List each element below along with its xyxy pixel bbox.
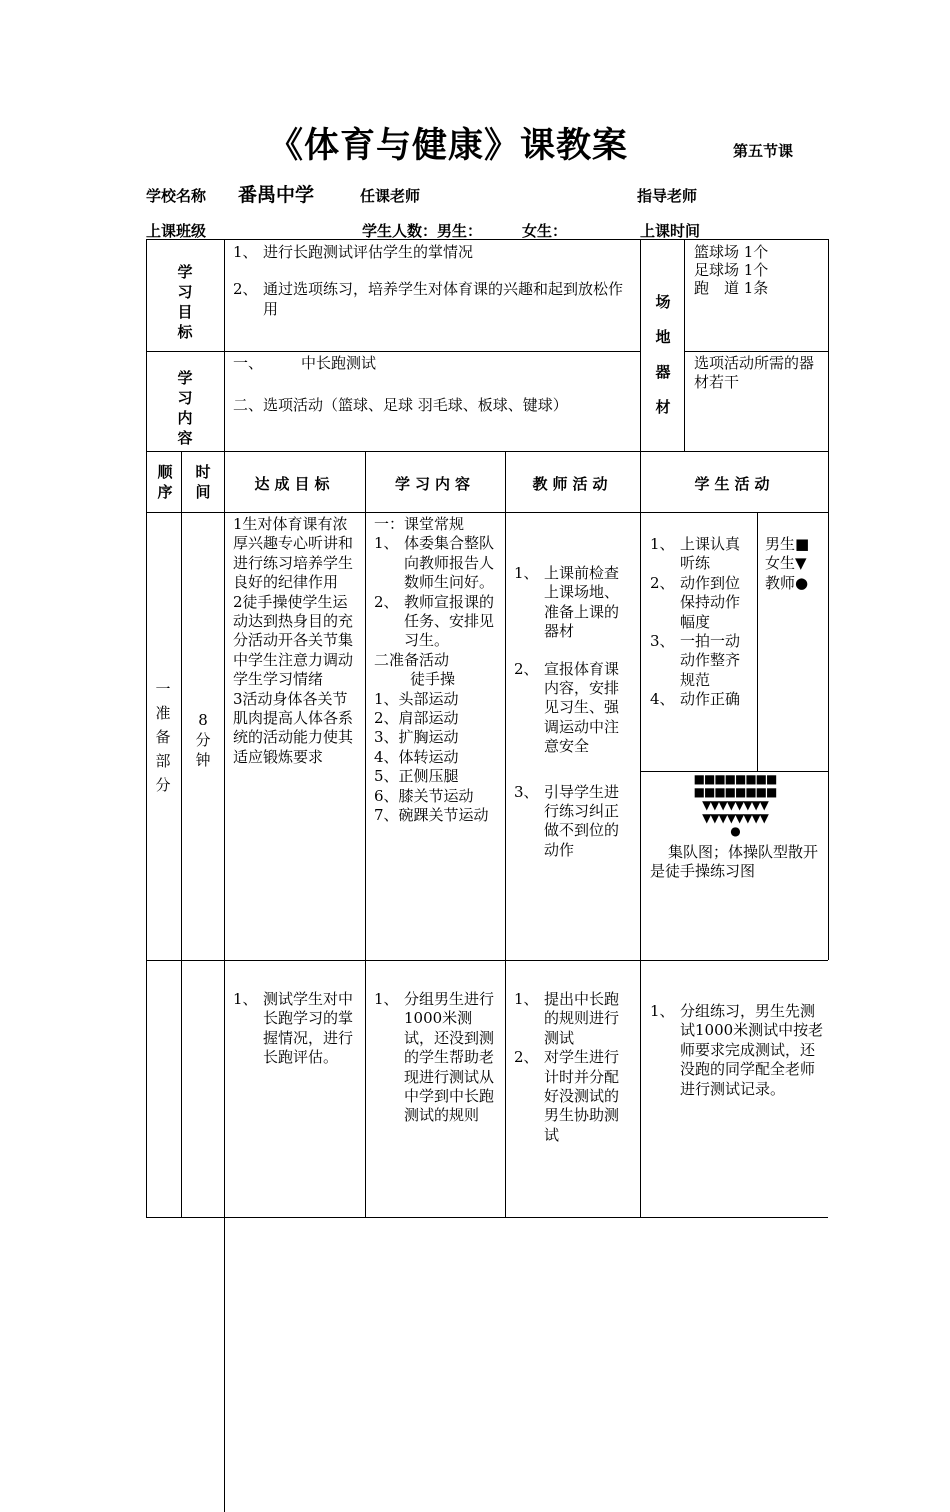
list-item: 2、 对学生进行计时并分配好没测试的男生协助测试 xyxy=(514,1048,620,1144)
header-content: 学习内容 xyxy=(394,475,475,493)
main-student xyxy=(650,1002,824,1099)
mentor-label: 指导老师 xyxy=(637,187,698,205)
list-item: 1生对体育课有浓厚兴趣专心听讲和进行练习培养学生良好的纪律作用 xyxy=(233,515,354,592)
formation-row: ● xyxy=(730,824,740,838)
list-item: 2、 教师宣报课的任务、安排见习生。 xyxy=(374,592,495,650)
main-content xyxy=(374,990,498,1126)
list-item: 6、膝关节运动 xyxy=(374,786,474,805)
legend xyxy=(765,535,827,593)
header-teacher: 教师活动 xyxy=(532,475,613,493)
list-item: 一、 中长跑测试 xyxy=(233,354,377,372)
formation-row: ■■■■■■■■ xyxy=(693,772,777,786)
list-item: 1、 上课前检查上课场地、准备上课的器材 xyxy=(514,564,620,641)
legend-girls: 女生▼ xyxy=(765,554,807,573)
formation-row: ▼▼▼▼▼▼▼▼ xyxy=(702,811,768,825)
list-item: 足球场 1个 xyxy=(694,261,769,279)
students-label: 学生人数：男生： xyxy=(362,222,483,240)
list-item: 2、 通过选项练习，培养学生对体育课的兴趣和起到放松作用 xyxy=(233,280,624,318)
header-student: 学生活动 xyxy=(694,475,775,493)
prep-time: 8分钟 xyxy=(195,711,211,769)
venue-list xyxy=(694,243,824,297)
list-item: 2、 动作到位保持动作幅度 xyxy=(650,573,741,631)
school-name: 番禺中学 xyxy=(238,184,315,206)
list-item: 4、 动作正确 xyxy=(650,690,741,709)
list-item: 5、正侧压腿 xyxy=(374,767,459,786)
list-item: 1、 测试学生对中长跑学习的掌握情况，进行长跑评估。 xyxy=(233,990,354,1067)
list-item: 4、体转运动 xyxy=(374,747,459,766)
list-item: 3、 一拍一动动作整齐规范 xyxy=(650,632,741,689)
list-item: 1、 体委集合整队向教师报告人数师生问好。 xyxy=(374,534,495,592)
list-item: 3、扩胸运动 xyxy=(374,728,459,747)
header-goal: 达成目标 xyxy=(254,475,335,493)
list-item: 跑 道 1条 xyxy=(694,279,769,297)
list-item: 3活动身体各关节肌肉提高人体各系统的活动能力使其适应锻炼要求 xyxy=(233,689,354,766)
legend-teacher: 教师● xyxy=(765,573,809,592)
list-item: 1、 上课认真听练 xyxy=(650,535,741,573)
list-item: 1、 进行长跑测试评估学生的掌情况 xyxy=(233,243,474,261)
list-item: 1、 分组男生进行1000米测试，还没到测的学生帮助老现进行测试从中学到中长跑测试的规则 xyxy=(374,990,495,1125)
prep-student xyxy=(650,535,753,710)
list-item: 2、 宣报体育课内容，安排见习生、强调运动中注意安全 xyxy=(514,659,620,756)
lesson-number: 第五节课 xyxy=(733,142,794,160)
main-teacher xyxy=(514,990,632,1145)
prep-goals xyxy=(233,515,359,767)
legend-boys: 男生■ xyxy=(765,535,810,553)
header-time: 时间 xyxy=(195,463,211,501)
prep-teacher xyxy=(514,564,632,860)
main-goals xyxy=(233,990,358,1068)
content-heading: 一：课堂常规 xyxy=(374,515,465,533)
content-list xyxy=(233,354,633,416)
school-label: 学校名称 xyxy=(146,187,207,205)
list-item: 7、碗踝关节运动 xyxy=(374,806,489,825)
formation-row: ▼▼▼▼▼▼▼▼ xyxy=(702,798,768,812)
time-label: 上课时间 xyxy=(640,222,701,240)
girls-label: 女生： xyxy=(522,222,568,240)
objectives-list xyxy=(233,243,633,319)
list-item: 2徒手操使学生运动达到热身目的充分活动开各关节集中学生注意力调动学生学习情绪 xyxy=(233,592,354,689)
content-subheading: 二准备活动 xyxy=(374,650,450,669)
page-title: 《体育与健康》课教案 xyxy=(268,125,629,166)
list-item: 1、 分组练习，男生先测试1000米测试中按老师要求完成测试，还没跑的同学配全老师进行测试记录。 xyxy=(650,1002,824,1098)
formation-diagram xyxy=(680,773,790,838)
prep-content xyxy=(374,515,500,826)
venue-label: 场地器材 xyxy=(655,293,671,416)
list-item: 2、肩部运动 xyxy=(374,709,459,728)
list-item: 二、选项活动（篮球、足球 羽毛球、板球、键球） xyxy=(233,396,568,415)
list-item: 1、 提出中长跑的规则进行测试 xyxy=(514,990,620,1047)
formation-caption: 集队图；体操队型散开是徒手操练习图 xyxy=(650,843,819,881)
header-order: 顺序 xyxy=(157,463,173,501)
teacher-label: 任课老师 xyxy=(360,187,421,205)
list-item: 1、头部运动 xyxy=(374,689,459,708)
content-label: 学习内容 xyxy=(177,369,193,447)
prep-order: 一准备部分 xyxy=(155,680,171,794)
list-item: 3、 引导学生进行练习纠正做不到位的动作 xyxy=(514,782,620,859)
content-subheading: 徒手操 xyxy=(410,670,456,689)
formation-row: ■■■■■■■■ xyxy=(693,785,777,799)
class-label: 上课班级 xyxy=(146,222,207,240)
list-item: 篮球场 1个 xyxy=(694,243,769,261)
venue-equipment: 选项活动所需的器材若干 xyxy=(694,354,815,392)
objectives-label: 学习目标 xyxy=(177,263,193,341)
